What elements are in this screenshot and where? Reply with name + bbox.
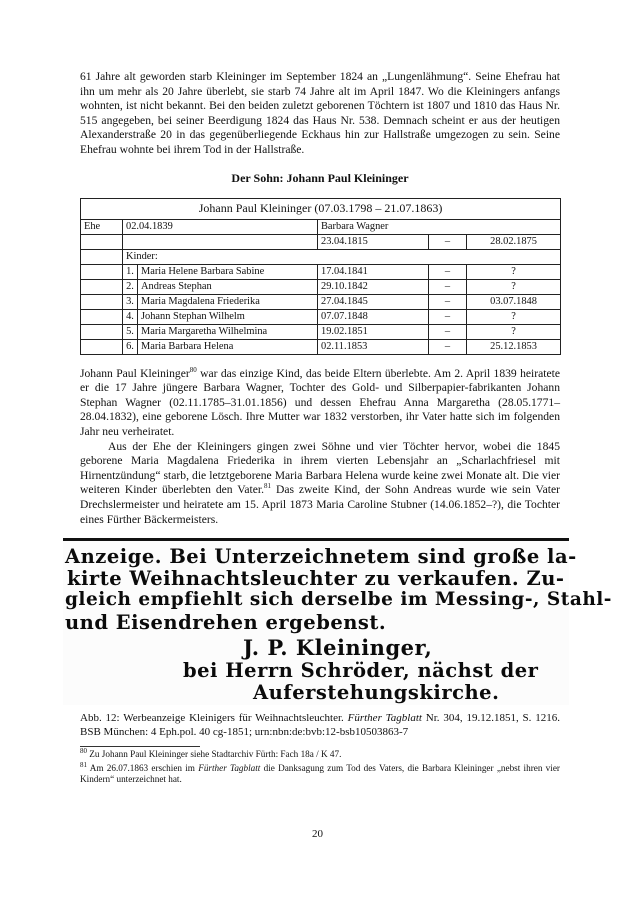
- child-name: Andreas Stephan: [138, 279, 318, 294]
- child-number: 4.: [123, 309, 138, 324]
- child-birth: 19.02.1851: [318, 324, 429, 339]
- child-death: ?: [467, 279, 561, 294]
- marriage-row: [81, 219, 561, 234]
- ad-line-5: J. P. Kleininger,: [243, 635, 433, 661]
- spouse-name: Barbara Wagner: [318, 219, 561, 234]
- footnote-ref-81: 81: [264, 482, 272, 491]
- child-name: Johann Stephan Wilhelm: [138, 309, 318, 324]
- child-dash: –: [429, 264, 467, 279]
- footnote-81: $^{81}$ Am 26.07.1863 erschien im Fürther Tagblatt die Danksagung zum Tod des Vaters, die Barbara Kleininger „nebst ihren vier Kindern“ unterzeichnet hat.: [80, 760, 560, 784]
- footnote-divider: [80, 746, 200, 747]
- ad-line-6: bei Herrn Schröder, nächst der: [183, 659, 539, 683]
- child-death: 25.12.1853: [467, 339, 561, 354]
- child-death: 03.07.1848: [467, 294, 561, 309]
- child-death: ?: [467, 309, 561, 324]
- spouse-birth: 23.04.1815: [318, 234, 429, 249]
- child-birth: 02.11.1853: [318, 339, 429, 354]
- child-birth: 07.07.1848: [318, 309, 429, 324]
- footnote-80: $^{80}$ Zu Johann Paul Kleininger siehe Stadtarchiv Fürth: Fach 18a / K 47.: [80, 747, 342, 760]
- child-number: 2.: [123, 279, 138, 294]
- spouse-dates-row: [81, 234, 561, 249]
- child-birth: 29.10.1842: [318, 279, 429, 294]
- child-dash: –: [429, 324, 467, 339]
- child-number: 6.: [123, 339, 138, 354]
- figure-caption: Abb. 12: Werbeanzeige Kleinigers für Weihnachtsleuchter. Fürther Tagblatt Nr. 304, 19.12.1851, S. 1216. BSB München: 4 Eph.pol. 40 cg-1851; urn:nbn:de:bvb:12-bsb10503863-7: [80, 712, 561, 739]
- child-row: [81, 309, 561, 324]
- child-dash: –: [429, 309, 467, 324]
- child-death: ?: [467, 264, 561, 279]
- ad-line-1: Anzeige. Bei Unterzeichnetem sind große la-: [65, 545, 577, 569]
- advertisement-image: [63, 538, 612, 705]
- child-row: [81, 339, 561, 354]
- ad-line-7: Auferstehungskirche.: [253, 681, 500, 705]
- child-dash: –: [429, 339, 467, 354]
- page-content: [65, 70, 612, 785]
- ad-line-3: gleich empfiehlt sich derselbe im Messing-, Stahl-: [65, 589, 612, 611]
- family-table-title: Johann Paul Kleininger (07.03.1798 – 21.07.1863): [81, 198, 561, 219]
- marriage-date: 02.04.1839: [123, 219, 318, 234]
- page-number: 20: [312, 828, 323, 840]
- child-birth: 27.04.1845: [318, 294, 429, 309]
- child-number: 3.: [123, 294, 138, 309]
- child-number: 1.: [123, 264, 138, 279]
- child-row: [81, 279, 561, 294]
- child-row: [81, 264, 561, 279]
- children-label-row: [81, 249, 561, 264]
- ad-line-4: und Eisendrehen ergebenst.: [65, 611, 387, 635]
- child-death: ?: [467, 324, 561, 339]
- family-table: [80, 198, 561, 355]
- child-row: [81, 324, 561, 339]
- section-heading: Der Sohn: Johann Paul Kleininger: [231, 170, 409, 185]
- child-name: Maria Barbara Helena: [138, 339, 318, 354]
- child-number: 5.: [123, 324, 138, 339]
- family-table-title-row: [81, 198, 561, 219]
- child-name: Maria Magdalena Friederika: [138, 294, 318, 309]
- spouse-death: 28.02.1875: [467, 234, 561, 249]
- child-dash: –: [429, 279, 467, 294]
- ad-line-2: kirte Weihnachtsleuchter zu verkaufen. Zu-: [67, 567, 565, 591]
- child-row: [81, 294, 561, 309]
- children-label: Kinder:: [123, 249, 561, 264]
- child-dash: –: [429, 294, 467, 309]
- child-birth: 17.04.1841: [318, 264, 429, 279]
- paragraph-3: Aus der Ehe der Kleiningers gingen zwei Söhne und vier Töchter hervor, wobei die 1845 geborene Maria Magdalena Friederika in ihrem vierten Lebensjahr an „Scharlachfriesel mit Hirnentzündung“ starb, die letztgeborene Maria Barbara Helena wurde keine zwei Monate alt. Die vier weiteren Kinder überlebten den Vater.$^{81}$ Das zweite Kind, der Sohn Andreas wurde wie sein Vater Drechslermeister und heiratete am 15. April 1873 Maria Caroline Stubner (14.06.1852–?), die Tochter eines Fürther Bäckermeisters.: [80, 439, 560, 526]
- child-name: Maria Helene Barbara Sabine: [138, 264, 318, 279]
- paragraph-2: Johann Paul Kleininger$^{80}$ war das einzige Kind, das beide Eltern überlebte. Am 2. April 1839 heiratete er die 17 Jahre jüngere Barbara Wagner, Tochter des Gold- und Silberpapier-fabrikanten Johann Stephan Wagner (02.11.1785–31.01.1856) und dessen Ehefrau Anna Margaretha (28.05.1771–28.04.1832), eine geborene Lösch. Ihre Mutter war 1832 verstorben, ihr Vater hatte sich im folgenden Jahr neu verheiratet.: [80, 365, 560, 438]
- spouse-dash: –: [429, 234, 467, 249]
- footnote-ref-80: 80: [189, 365, 197, 374]
- marriage-label: Ehe: [81, 219, 123, 234]
- child-name: Maria Margaretha Wilhelmina: [138, 324, 318, 339]
- intro-paragraph: 61 Jahre alt geworden starb Kleininger im September 1824 an „Lungenlähmung“. Seine Ehefrau hat ihn um mehr als 20 Jahre überlebt, sie starb 74 Jahre alt im April 1847. Wo die Kleiningers anfangs wohnten, ist nicht bekannt. Bei den beiden zuletzt geborenen Töchtern ist 1807 und 1810 das Haus Nr. 515 angegeben, bei seiner Beerdigung 1824 das Haus Nr. 538. Demnach scheint er aus der heutigen Alexanderstraße 20 in das gegenüberliegende Eckhaus hin zur Hallstraße umgezogen zu sein. Seine Ehefrau wohnte bei ihrem Tod in der Hallstraße.: [80, 70, 560, 156]
